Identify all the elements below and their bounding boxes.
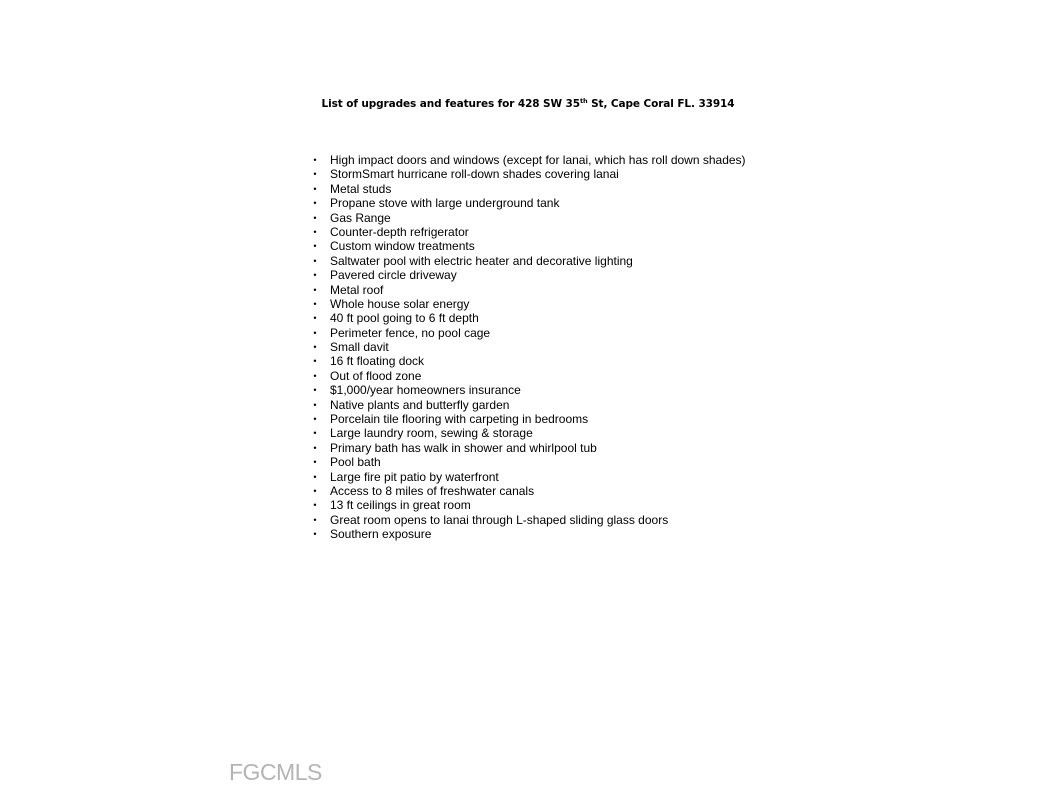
page-title (0, 97, 1056, 112)
list-item-text: Whole house solar energy (330, 296, 470, 311)
list-item (312, 470, 746, 484)
list-item-text: Large fire pit patio by waterfront (330, 469, 499, 484)
list-item-text: Primary bath has walk in shower and whirlpool tub (330, 440, 597, 455)
list-item (312, 196, 746, 210)
list-item (312, 167, 746, 181)
list-item-text: 16 ft floating dock (330, 354, 425, 369)
feature-list (312, 153, 746, 542)
bullet-icon: • (313, 370, 317, 381)
bullet-icon: • (313, 414, 317, 425)
bullet-icon: • (313, 500, 317, 511)
bullet-icon: • (313, 514, 317, 525)
list-item (312, 153, 746, 167)
list-item (312, 369, 746, 383)
list-item-text: Native plants and butterfly garden (330, 397, 510, 412)
list-item (312, 297, 746, 311)
bullet-icon: • (313, 183, 317, 194)
bullet-icon: • (313, 198, 317, 209)
list-item-text: Out of flood zone (330, 368, 422, 383)
list-item (312, 484, 746, 498)
list-item (312, 311, 746, 325)
list-item-text: High impact doors and windows (except for lanai, which has roll down shades) (330, 153, 746, 167)
watermark: FGCMLS (229, 759, 322, 785)
list-item-text: Saltwater pool with electric heater and decorative lighting (330, 253, 633, 268)
bullet-icon: • (313, 385, 317, 396)
title-superscript: th (579, 97, 588, 105)
list-item (312, 239, 746, 253)
list-item (312, 354, 746, 368)
list-item (312, 498, 746, 512)
bullet-icon: • (313, 471, 317, 482)
bullet-icon: • (313, 155, 317, 165)
list-item (312, 527, 746, 541)
list-item-text: Porcelain tile flooring with carpeting in bedrooms (330, 412, 589, 427)
bullet-icon: • (313, 212, 317, 223)
bullet-icon: • (313, 442, 317, 453)
list-item-text: Custom window treatments (330, 239, 475, 254)
list-item-text: Metal roof (330, 282, 384, 297)
bullet-icon: • (313, 298, 317, 309)
bullet-icon: • (313, 356, 317, 367)
list-item (312, 383, 746, 397)
list-item (312, 211, 746, 225)
list-item-text: StormSmart hurricane roll-down shades covering lanai (330, 167, 619, 182)
bullet-icon: • (313, 529, 317, 540)
list-item-text: Metal studs (330, 181, 392, 196)
bullet-icon: • (313, 485, 317, 496)
list-item-text: Access to 8 miles of freshwater canals (330, 483, 535, 498)
bullet-icon: • (313, 169, 317, 180)
list-item (312, 441, 746, 455)
list-item-text: Gas Range (330, 210, 391, 225)
list-item (312, 398, 746, 412)
list-item (312, 268, 746, 282)
bullet-icon: • (313, 313, 317, 324)
bullet-icon: • (313, 255, 317, 266)
list-item-text: 40 ft pool going to 6 ft depth (330, 311, 479, 326)
list-item-text: Propane stove with large underground tank (330, 196, 560, 211)
list-item-text: Great room opens to lanai through L-shaped sliding glass doors (330, 512, 669, 527)
list-item (312, 412, 746, 426)
list-item-text: Pavered circle driveway (330, 268, 457, 283)
list-item-text: Pool bath (330, 455, 381, 470)
list-item-text: Small davit (330, 340, 389, 355)
list-item (312, 283, 746, 297)
title-text-start: List of upgrades and features for 428 SW 35 (321, 98, 580, 110)
list-item (312, 340, 746, 354)
list-item-text: $1,000/year homeowners insurance (330, 383, 521, 398)
list-item (312, 254, 746, 268)
list-item (312, 513, 746, 527)
list-item-text: Perimeter fence, no pool cage (330, 325, 491, 340)
list-item-text: Large laundry room, sewing & storage (330, 426, 533, 441)
title-text-end: St, Cape Coral FL. 33914 (587, 98, 735, 110)
bullet-icon: • (313, 457, 317, 468)
list-item (312, 225, 746, 239)
list-item-text: Counter-depth refrigerator (330, 224, 469, 239)
list-item (312, 326, 746, 340)
list-item (312, 426, 746, 440)
list-item (312, 455, 746, 469)
bullet-icon: • (313, 241, 317, 252)
list-item (312, 182, 746, 196)
list-item-text: 13 ft ceilings in great room (330, 498, 471, 513)
bullet-icon: • (313, 428, 317, 439)
bullet-icon: • (313, 327, 317, 338)
bullet-icon: • (313, 270, 317, 281)
bullet-icon: • (313, 226, 317, 237)
bullet-icon: • (313, 399, 317, 410)
bullet-icon: • (313, 342, 317, 353)
list-item-text: Southern exposure (330, 527, 432, 542)
bullet-icon: • (313, 284, 317, 295)
